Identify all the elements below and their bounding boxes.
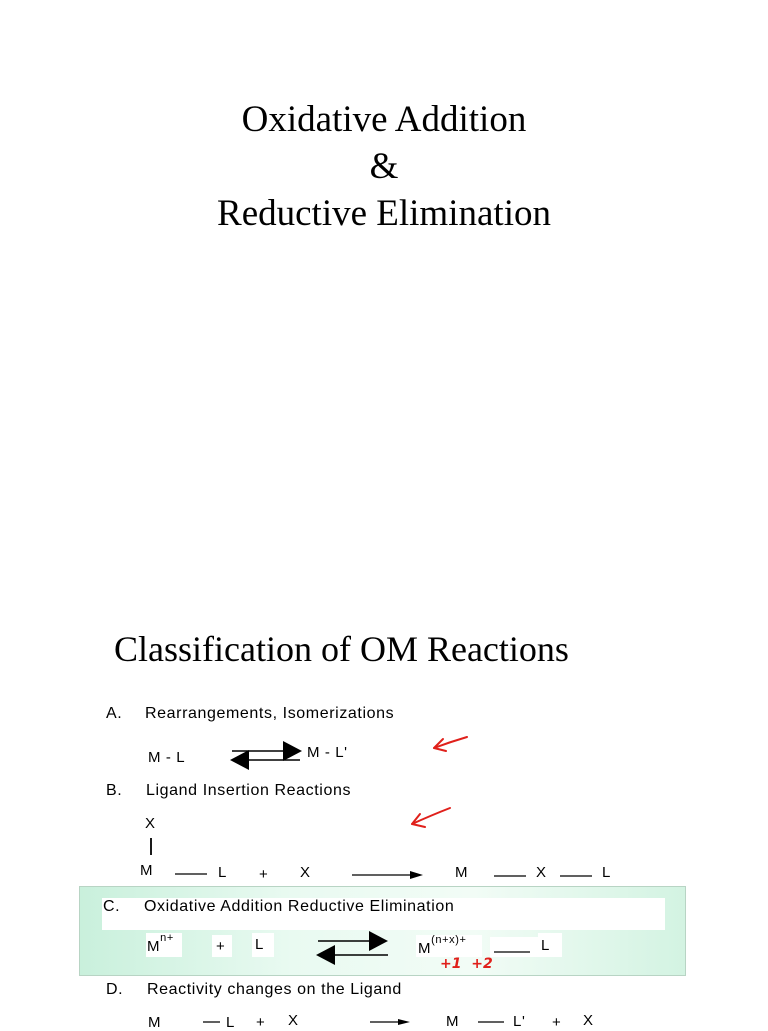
item-b-letter: B. bbox=[106, 782, 123, 799]
item-c-label: Oxidative Addition Reductive Elimination bbox=[144, 898, 455, 915]
item-d-m: M bbox=[148, 1014, 162, 1031]
item-d-prod-plus: + bbox=[552, 1014, 562, 1031]
item-c-l: L bbox=[255, 936, 264, 953]
item-a-equilibrium-arrow bbox=[230, 741, 302, 770]
item-d-prod-x: X bbox=[583, 1012, 594, 1029]
item-c-handwritten-note: +1 +2 bbox=[440, 956, 493, 972]
item-c-prod-l: L bbox=[541, 937, 550, 954]
item-b-prod-l: L bbox=[602, 864, 611, 881]
item-c-prod-m: M bbox=[418, 940, 432, 957]
slide-title-line-2: & bbox=[369, 146, 399, 187]
item-c-letter: C. bbox=[103, 898, 121, 915]
item-c-plus: + bbox=[216, 938, 226, 955]
item-b-prod-x: X bbox=[536, 864, 547, 881]
item-c-equilibrium-arrow bbox=[316, 931, 388, 965]
red-arrow-icon bbox=[434, 737, 467, 751]
item-d-l: L bbox=[226, 1014, 235, 1031]
item-d-prod-l: L' bbox=[513, 1013, 526, 1030]
item-c-prod-charge: (n+x)+ bbox=[431, 934, 467, 946]
item-d-prod-m: M bbox=[446, 1013, 460, 1030]
red-arrow-icon bbox=[412, 808, 450, 827]
item-b-prod-m: M bbox=[455, 864, 469, 881]
section-heading: Classification of OM Reactions bbox=[114, 629, 569, 669]
item-b-x-top: X bbox=[145, 815, 156, 832]
item-d-plus: + bbox=[256, 1014, 266, 1031]
item-b-label: Ligand Insertion Reactions bbox=[146, 782, 352, 799]
item-d-letter: D. bbox=[106, 981, 124, 998]
item-b-x: X bbox=[300, 864, 311, 881]
slide-title-line-3: Reductive Elimination bbox=[217, 193, 551, 234]
item-a-reactant: M - L bbox=[148, 749, 186, 766]
item-d-reaction-arrow bbox=[370, 1019, 410, 1025]
item-b-m: M bbox=[140, 862, 154, 879]
item-a-letter: A. bbox=[106, 705, 123, 722]
item-a-product: M - L' bbox=[307, 744, 348, 761]
item-c-m-charge: n+ bbox=[160, 932, 174, 944]
item-c-m: M bbox=[147, 938, 161, 955]
item-a-label: Rearrangements, Isomerizations bbox=[145, 705, 395, 722]
item-b-plus: + bbox=[259, 866, 269, 883]
item-d-label: Reactivity changes on the Ligand bbox=[147, 981, 402, 998]
slide-title-line-1: Oxidative Addition bbox=[241, 99, 527, 140]
item-d-x: X bbox=[288, 1012, 299, 1029]
item-b-reaction-arrow bbox=[352, 871, 423, 879]
item-b-l: L bbox=[218, 864, 227, 881]
